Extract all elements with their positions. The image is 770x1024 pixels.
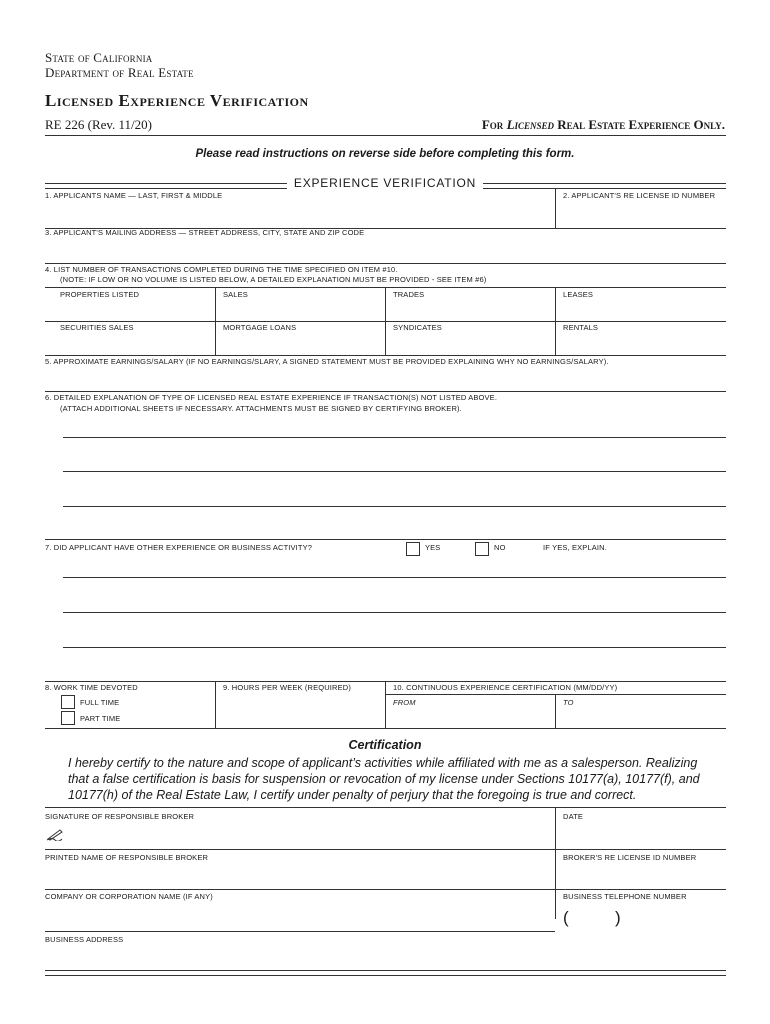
section-title: EXPERIENCE VERIFICATION	[287, 176, 483, 190]
yes-label: YES	[425, 543, 441, 552]
row-line	[45, 931, 555, 932]
securities-sales-label: SECURITIES SALES	[60, 323, 134, 332]
broker-license-field[interactable]	[560, 864, 726, 888]
date-label: DATE	[563, 812, 584, 821]
trades-label: TRADES	[393, 290, 425, 299]
company-field[interactable]	[45, 903, 550, 927]
full-time-label: FULL TIME	[80, 698, 120, 707]
explanation-line[interactable]	[63, 437, 726, 438]
explanation-label: 6. DETAILED EXPLANATION OF TYPE OF LICENSED REAL ESTATE EXPERIENCE IF TRANSACTION(S) NOT LISTED ABOVE.	[45, 393, 498, 402]
applicant-name-label: 1. APPLICANTS NAME — LAST, FIRST & MIDDLE	[45, 191, 223, 200]
row-line	[45, 889, 726, 890]
to-label: TO	[563, 698, 574, 707]
business-phone-label: BUSINESS TELEPHONE NUMBER	[563, 892, 687, 901]
explain-label: IF YES, EXPLAIN.	[543, 543, 607, 552]
business-address-label: BUSINESS ADDRESS	[45, 935, 124, 944]
department-label: Department of Real Estate	[45, 65, 194, 80]
from-date-field[interactable]	[390, 708, 550, 726]
form-scope: For Licensed Real Estate Experience Only.	[481, 117, 725, 132]
hours-per-week-field[interactable]	[220, 695, 380, 725]
hours-per-week-label: 9. HOURS PER WEEK (REQUIRED)	[223, 683, 351, 692]
sales-label: SALES	[223, 290, 248, 299]
applicant-license-label: 2. APPLICANT'S RE LICENSE ID NUMBER	[563, 191, 716, 200]
divider	[385, 681, 386, 728]
header-rule	[45, 135, 726, 136]
printed-name-label: PRINTED NAME OF RESPONSIBLE BROKER	[45, 853, 209, 862]
certification-text-1: I hereby certify to the nature and scope of applicant’s activities while affiliated with me as a salesperson. Realizing	[68, 756, 698, 770]
no-checkbox[interactable]	[475, 542, 489, 556]
divider	[555, 695, 556, 728]
full-time-checkbox[interactable]	[61, 695, 75, 709]
part-time-label: PART TIME	[80, 714, 121, 723]
applicant-license-field[interactable]	[560, 202, 726, 226]
row-line	[45, 391, 726, 392]
work-time-label: 8. WORK TIME DEVOTED	[45, 683, 138, 692]
divider	[555, 188, 556, 228]
phone-area-open: (	[563, 908, 569, 927]
properties-listed-label: PROPERTIES LISTED	[60, 290, 140, 299]
other-experience-label: 7. DID APPLICANT HAVE OTHER EXPERIENCE OR BUSINESS ACTIVITY?	[45, 543, 313, 552]
row-line	[45, 355, 726, 356]
rentals-label: RENTALS	[563, 323, 599, 332]
no-label: NO	[494, 543, 506, 552]
state-label: State of California	[45, 50, 153, 65]
certification-text-3: 10177(h) of the Real Estate Law, I certify under penalty of perjury that the foregoing is true and correct.	[68, 788, 637, 802]
form-title: Licensed Experience Verification	[45, 91, 309, 110]
to-date-field[interactable]	[560, 708, 726, 726]
part-time-checkbox[interactable]	[61, 711, 75, 725]
earnings-label: 5. APPROXIMATE EARNINGS/SALARY (IF NO EARNINGS/SLARY, A SIGNED STATEMENT MUST BE PROVIDED EXPLAINING WHY NO EARNINGS/SALARY).	[45, 357, 609, 366]
transactions-note: (NOTE: IF LOW OR NO VOLUME IS LISTED BELOW, A DETAILED EXPLANATION MUST BE PROVIDED - SEE ITEM #6)	[60, 275, 487, 284]
yes-checkbox[interactable]	[406, 542, 420, 556]
divider	[215, 681, 216, 728]
explanation-line[interactable]	[63, 471, 726, 472]
mortgage-loans-label: MORTGAGE LOANS	[223, 323, 297, 332]
applicant-name-field[interactable]	[45, 202, 550, 226]
mailing-address-label: 3. APPLICANT'S MAILING ADDRESS — STREET ADDRESS, CITY, STATE AND ZIP CODE	[45, 228, 365, 237]
row-line	[45, 539, 726, 540]
phone-number-field[interactable]	[630, 906, 726, 928]
instructions: Please read instructions on reverse side before completing this form.	[195, 148, 575, 160]
broker-license-label: BROKER'S RE LICENSE ID NUMBER	[563, 853, 697, 862]
explanation-line[interactable]	[63, 506, 726, 507]
row-line	[45, 321, 726, 322]
business-address-field[interactable]	[45, 946, 726, 968]
bottom-rule	[45, 975, 726, 976]
row-line	[45, 849, 726, 850]
date-field[interactable]	[560, 822, 726, 846]
earnings-field[interactable]	[45, 368, 726, 390]
other-experience-line[interactable]	[63, 577, 726, 578]
certification-text-2: that a false certification is basis for suspension or revocation of my license under Sections 10177(a), 10177(f), and	[68, 772, 700, 786]
transactions-label: 4. LIST NUMBER OF TRANSACTIONS COMPLETED DURING THE TIME SPECIFIED ON ITEM #10.	[45, 265, 398, 274]
row-line	[385, 694, 726, 695]
broker-signature-field[interactable]	[70, 822, 550, 846]
other-experience-line[interactable]	[63, 612, 726, 613]
certification-title: Certification	[348, 738, 422, 752]
continuous-experience-label: 10. CONTINUOUS EXPERIENCE CERTIFICATION (MM/DD/YY)	[393, 683, 618, 692]
phone-area-close: )	[615, 908, 621, 927]
pen-signature-icon	[46, 827, 64, 846]
form-number: RE 226 (Rev. 11/20)	[45, 117, 152, 132]
divider	[555, 807, 556, 919]
leases-label: LEASES	[563, 290, 594, 299]
syndicates-label: SYNDICATES	[393, 323, 442, 332]
row-line	[45, 807, 726, 808]
row-line	[45, 728, 726, 729]
phone-area-code-field[interactable]	[574, 906, 614, 928]
company-label: COMPANY OR CORPORATION NAME (IF ANY)	[45, 892, 213, 901]
explanation-note: (ATTACH ADDITIONAL SHEETS IF NECESSARY. ATTACHMENTS MUST BE SIGNED BY CERTIFYING BROKER).	[60, 404, 462, 413]
other-experience-line[interactable]	[63, 647, 726, 648]
broker-signature-label: SIGNATURE OF RESPONSIBLE BROKER	[45, 812, 195, 821]
bottom-rule	[45, 970, 726, 971]
row-line	[45, 263, 726, 264]
from-label: FROM	[393, 698, 416, 707]
mailing-address-field[interactable]	[45, 240, 726, 262]
printed-name-field[interactable]	[45, 864, 550, 888]
